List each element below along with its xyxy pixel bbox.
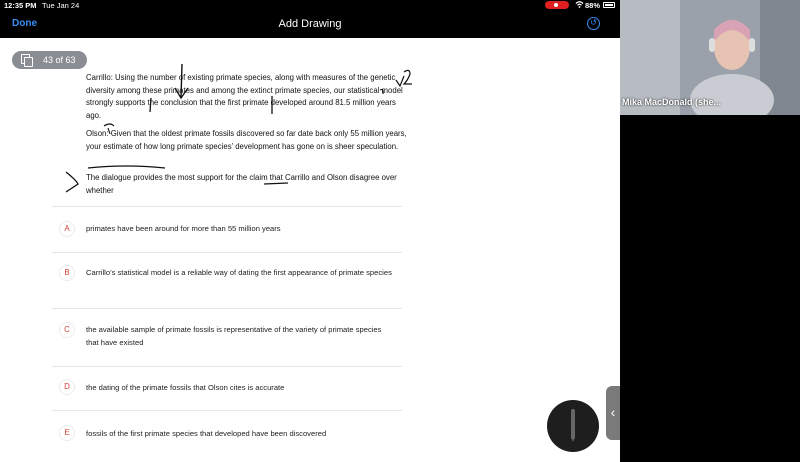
battery-icon [603, 2, 615, 8]
choice-letter-badge: B [59, 265, 75, 281]
choice-text: the dating of the primate fossils that Olson cites is accurate [86, 383, 285, 392]
status-time: 12:35 PM [4, 1, 37, 10]
copy-pages-icon [21, 54, 33, 66]
passage-olson-underlined: is sheer speculation. [327, 141, 399, 151]
question-stem-text-end: that Carrillo and Olson disagree over whether [86, 173, 397, 195]
ink-mark [88, 166, 165, 168]
choice-text: fossils of the first primate species that developed have been discovered [86, 429, 327, 438]
choice-letter-badge: C [59, 322, 75, 338]
answer-choice-d[interactable] [52, 366, 402, 410]
passage-carrillo: Carrillo: Using the number of existing primate species, along with measures of the genetic diversity among these primates and among the extinct primate species, our statistical model strongly supports the conclusion that the first primate developed around 81.5 million years ago. [86, 73, 403, 120]
video-participant-tile [620, 0, 800, 115]
answer-choice-c[interactable] [52, 308, 402, 366]
passage-olson-text: Olson: Given that the oldest primate fossils discovered so far date back only 55 million years, your estimate of how long primate species’ development has gone on [86, 129, 407, 151]
question-stem-underlined: claim [249, 173, 268, 182]
done-button[interactable]: Done [12, 18, 37, 29]
question-counter-button[interactable] [12, 51, 87, 69]
pencil-tool-button[interactable] [547, 400, 599, 452]
choice-letter-badge: E [59, 425, 75, 441]
recording-indicator-icon [545, 1, 569, 9]
participant-name: Mika MacDonald (she... [622, 97, 722, 107]
page-title: Add Drawing [278, 18, 342, 30]
question-page [0, 38, 620, 462]
choice-text: the available sample of primate fossils is representative of the variety of primate species that have existed [86, 325, 382, 347]
status-bar [0, 0, 620, 10]
question-stem-text: The dialogue provides the most support for the [86, 173, 250, 182]
question-counter: 43 of 63 [43, 55, 76, 65]
passage-olson [86, 128, 408, 153]
undo-icon[interactable]: ↺ [587, 17, 600, 30]
headphones-icon [709, 38, 715, 52]
question-stem [86, 172, 408, 197]
battery-level: 88% [585, 1, 601, 10]
choice-text: Carrillo’s statistical model is a reliable way of dating the first appearance of primate species [86, 268, 392, 277]
choice-letter-badge: D [59, 379, 75, 395]
answer-choice-e[interactable] [52, 410, 402, 462]
choice-letter-badge: A [59, 221, 75, 237]
answer-choice-a[interactable] [52, 206, 402, 252]
answer-choice-b[interactable] [52, 252, 402, 308]
nav-bar [0, 10, 620, 38]
choice-text: primates have been around for more than 55 million years [86, 224, 281, 233]
sidebar-expand-handle[interactable]: ‹ [606, 386, 620, 440]
ink-mark [104, 124, 114, 126]
status-date: Tue Jan 24 [42, 1, 80, 10]
ink-mark [66, 172, 78, 192]
